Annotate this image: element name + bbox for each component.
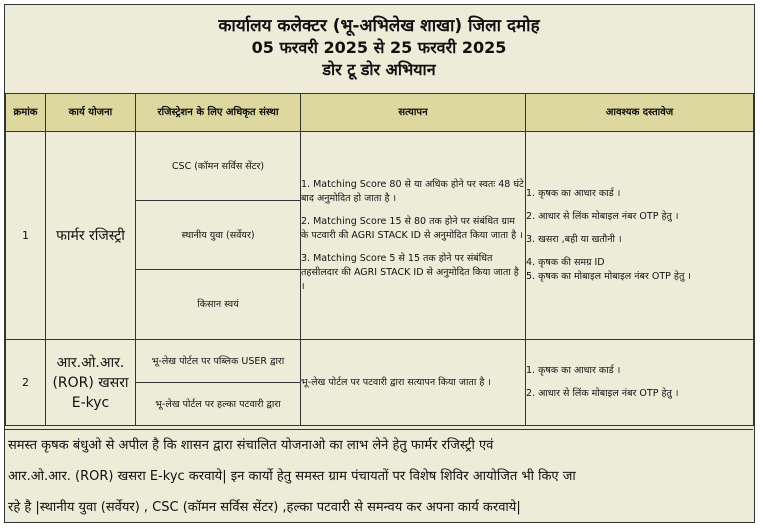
verification-item: भू-लेख पोर्टल पर पटवारी द्वारा सत्यापन किया जाता है । <box>301 376 491 388</box>
verification-item: 2. Matching Score 15 से 80 तक होने पर संबंधित ग्राम के पटवारी की AGRI STACK ID से अनुमोदित किया जाता है । <box>301 215 523 241</box>
institution-cell: भू-लेख पोर्टल पर हल्का पटवारी द्वारा <box>136 383 301 426</box>
column-header: सत्यापन <box>301 94 526 132</box>
campaign-dates: 05 फरवरी 2025 से 25 फरवरी 2025 <box>251 38 507 57</box>
document-item: 5. कृषक का मोबाइल मोबाइल नंबर OTP हेतु । <box>526 271 691 282</box>
row-number: 2 <box>6 340 46 426</box>
table-row <box>6 132 754 201</box>
notice-sheet <box>4 4 755 523</box>
office-title: कार्यालय कलेक्टर (भू-अभिलेख शाखा) जिला दमोह <box>218 16 540 36</box>
documents-cell <box>526 132 754 340</box>
appeal-line: आर.ओ.आर. (ROR) खसरा E-kyc करवाये| इन कार्यो हेतु समस्त ग्राम पंचायतों पर विशेष शिविर आयोजित भी किए जा <box>8 469 576 484</box>
column-header: रजिस्ट्रेशन के लिए अधिकृत संस्था <box>136 94 301 132</box>
column-header: आवश्यक दस्तावेज <box>526 94 754 132</box>
document-item: 2. आधार से लिंक मोबाइल नंबर OTP हेतु । <box>526 388 679 399</box>
institution-cell: CSC (कॉमन सर्विस सेंटर) <box>136 132 301 201</box>
notice-header <box>5 5 753 91</box>
table-header-row <box>6 94 754 132</box>
campaign-name: डोर टू डोर अभियान <box>322 60 436 79</box>
document-item: 1. कृषक का आधार कार्ड । <box>526 188 621 199</box>
verification-item: 1. Matching Score 80 से या अधिक होने पर स्वतः 48 घंटे बाद अनुमोदित हो जाता है । <box>301 178 524 204</box>
scheme-table <box>5 93 754 426</box>
scheme-line: (ROR) खसरा <box>52 374 129 391</box>
institution-cell: स्थानीय युवा (सर्वेयर) <box>136 201 301 270</box>
appeal-line: समस्त कृषक बंधुओ से अपील है कि शासन द्वारा संचालित योजनाओ का लाभ लेने हेतु फार्मर रजिस्ट्री एवं <box>8 438 494 453</box>
document-item: 2. आधार से लिंक मोबाइल नंबर OTP हेतु । <box>526 211 679 222</box>
appeal-line: रहे है |स्थानीय युवा (सर्वेयर) , CSC (कॉमन सर्विस सेंटर) ,हल्का पटवारी से समन्वय कर अपना कार्य करवाये| <box>8 500 521 515</box>
scheme-name: फार्मर रजिस्ट्री <box>46 132 136 340</box>
documents-cell <box>526 340 754 426</box>
document-item: 4. कृषक की समग्र ID <box>526 257 605 268</box>
scheme-line: आर.ओ.आर. <box>56 354 125 371</box>
appeal-text <box>5 429 753 522</box>
institution-cell: किसान स्वयं <box>136 270 301 340</box>
verification-cell <box>301 340 526 426</box>
column-header: क्रमांक <box>6 94 46 132</box>
row-number: 1 <box>6 132 46 340</box>
verification-item: 3. Matching Score 5 से 15 तक होने पर संबंधित तहसीलदार की AGRI STACK ID से अनुमोदित किया जाता है । <box>301 252 519 292</box>
scheme-line: E-kyc <box>71 394 110 411</box>
institution-cell: भू-लेख पोर्टल पर पब्लिक USER द्वारा <box>136 340 301 383</box>
scheme-name <box>46 340 136 426</box>
verification-cell <box>301 132 526 340</box>
document-item: 3. खसरा ,बही या खतौनी । <box>526 234 622 245</box>
table-row <box>6 340 754 383</box>
document-item: 1. कृषक का आधार कार्ड । <box>526 365 621 376</box>
column-header: कार्य योजना <box>46 94 136 132</box>
